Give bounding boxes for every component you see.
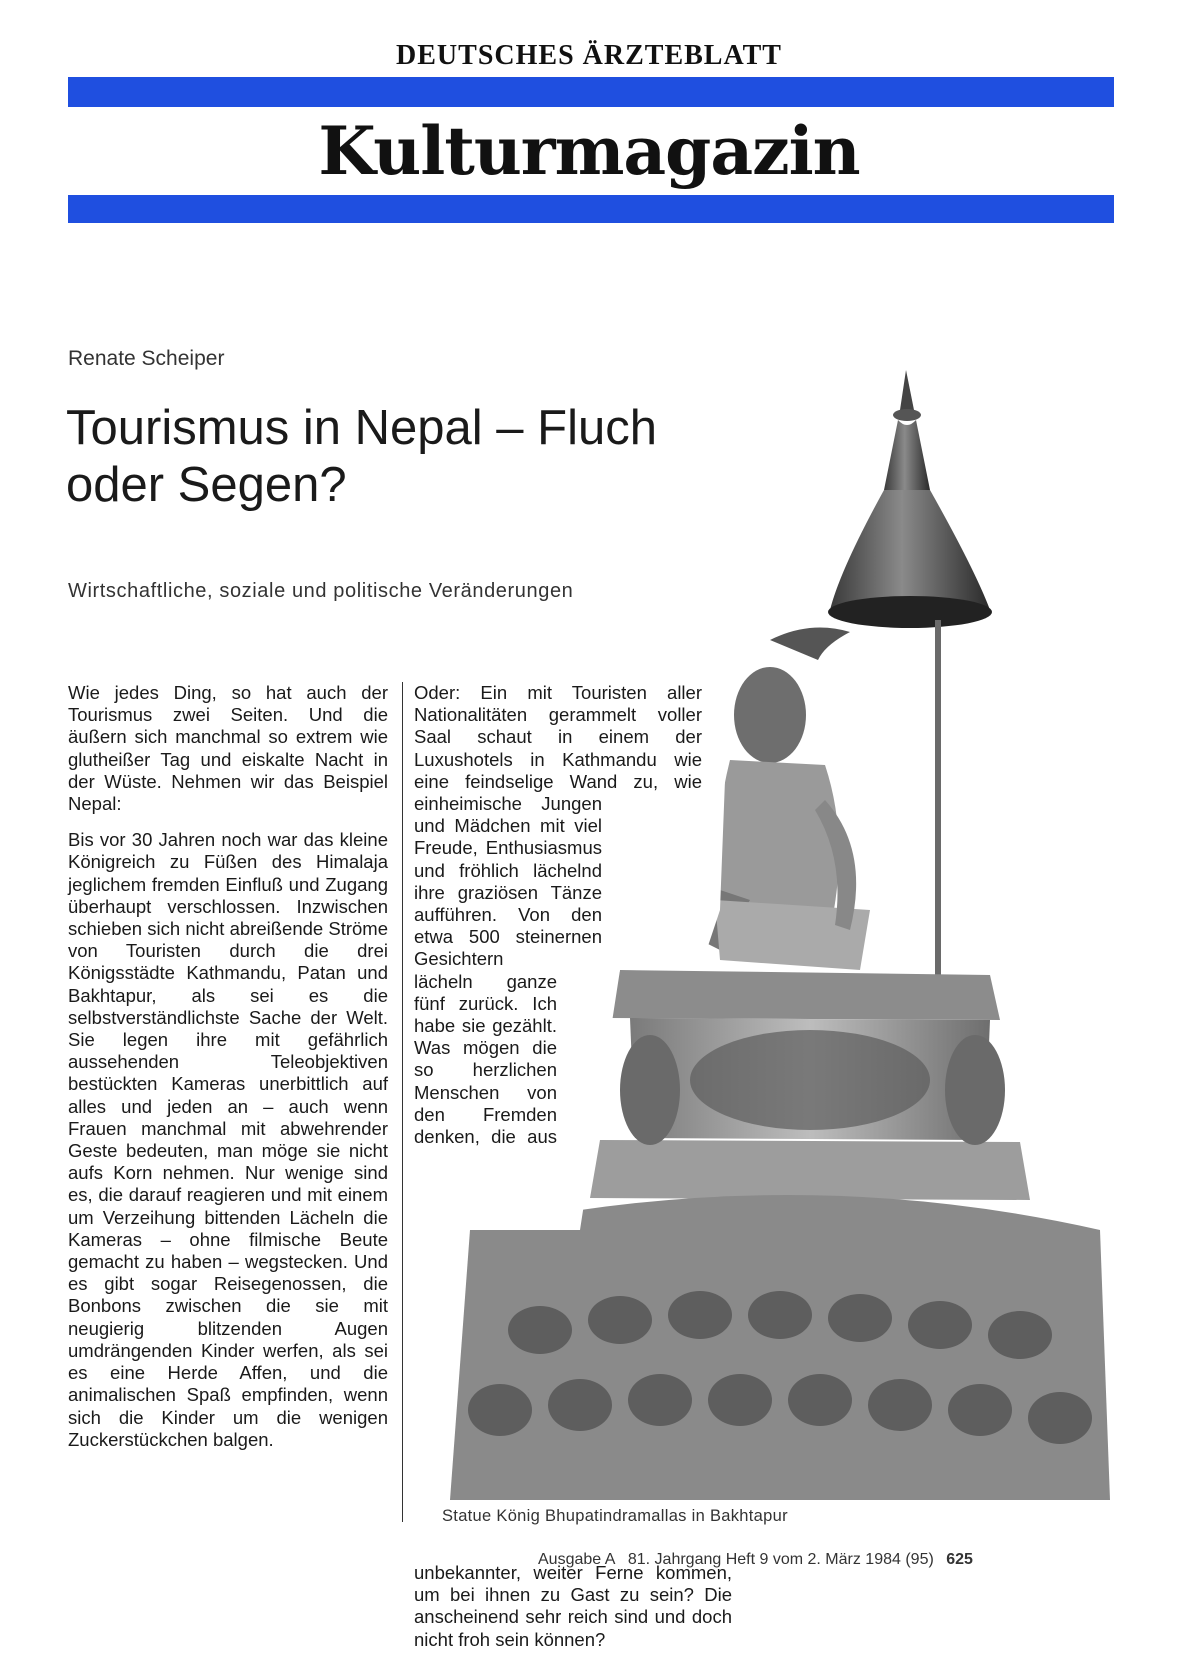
masthead: DEUTSCHES ÄRZTEBLATT [396,40,782,71]
header-band-top [68,77,1114,107]
page-footer [538,1551,973,1569]
paragraph-history: Bis vor 30 Jahren noch war das kleine Königreich zu Füßen des Himalaja jeglichem fremden Einfluß und Zugang überhaupt verschlossen. Inzwischen schieben sich nicht abreißende Ströme von Touristen durch die drei Königsstädte Kathmandu, Patan und Bakhtapur, als sei es die selbstverständlichste Sache der Welt. Sie legen ihre mit gefährlich aussehenden Teleobjektiven bestückten Kameras unerbittlich auf alles und jeden an – auch wenn Frauen manchmal mit abwehrender Geste bedeuten, man möge sie nicht aufs Korn nehmen. Nur wenige sind es, die darauf reagieren und mit einem um Verzeihung bittenden Lächeln die Kameras – ohne filmische Beute gemacht zu haben – wegstecken. Und es gibt sogar Reisegenossen, die Bonbons zwischen die sie mit neugierig blitzenden Augen umdrängenden Kinder werfen, als sei es eine Herde Affen, und die animalischen Spaß empfinden, wenn sich die Kinder um die wenigen Zuckerstückchen balgen. [68,829,388,1450]
section-title: Kulturmagazin [318,112,860,190]
article-title: Tourismus in Nepal – Fluch oder Segen? [66,401,657,512]
article-column-left [68,682,388,1465]
photo-caption: Statue König Bhupatindramallas in Bakhtapur [442,1507,788,1525]
paragraph-intro: Wie jedes Ding, so hat auch der Tourismus zwei Seiten. Und die äußern sich manchmal so extrem wie glutheißer Tag und eiskalte Nacht in der Wüste. Nehmen wir das Beispiel Nepal: [68,682,388,815]
column-divider [402,682,403,1522]
paragraph-hotel: Oder: Ein mit Touristen aller Nationalitäten gerammelt voller Saal schaut in einem der Luxushotels in Kathmandu wie eine feindselige Wand zu, wie einheimische Jungen und Mädchen mit viel Freude, Enthusiasmus und fröhlich lächelnd ihre graziösen Tänze aufführen. Von den etwa 500 steinernen Gesichtern lächeln ganze fünf zurück. Ich habe sie gezählt. Was mögen die so herzlichen Menschen von den Fremden denken, die aus unbekannter, weiter Ferne kommen, um bei ihnen zu Gast zu sein? Die anscheinend sehr reich sind und doch nicht froh sein können? [414,682,732,1650]
article-author: Renate Scheiper [68,347,225,370]
article-subtitle: Wirtschaftliche, soziale und politische Veränderungen [68,580,574,602]
page-number: 625 [946,1551,973,1568]
header-band-bottom [68,195,1114,223]
edition-info: Ausgabe A 81. Jahrgang Heft 9 vom 2. März 1984 (95) [538,1551,934,1568]
